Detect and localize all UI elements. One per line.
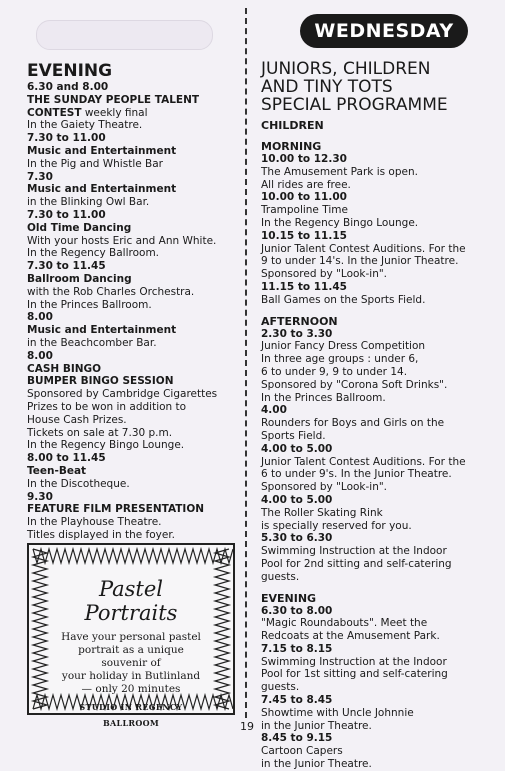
event-detail: In the Regency Ballroom. [27, 247, 160, 260]
event-entry [27, 260, 242, 311]
juniors-heading-2: AND TINY TOTS [261, 77, 393, 97]
activity-detail: Trampoline Time [261, 204, 348, 217]
activity-time: 10.00 to 11.00 [261, 191, 347, 204]
event-detail: In the Gaiety Theatre. [27, 119, 143, 132]
activity-detail: Swimming Instruction at the Indoor [261, 545, 447, 558]
activity-detail: Ball Games on the Sports Field. [261, 293, 426, 306]
event-title: Music and Entertainment [27, 324, 177, 337]
activity-detail: Rounders for Boys and Girls on the [261, 417, 445, 430]
event-title-2: BUMPER BINGO SESSION [27, 375, 174, 388]
activity-entry [261, 328, 476, 405]
activity-detail: 6 to under 9's. In the Junior Theatre. [261, 468, 452, 481]
event-title: THE SUNDAY PEOPLE TALENT [27, 93, 200, 106]
event-time: 6.30 and 8.00 [27, 81, 109, 93]
activity-time: 7.15 to 8.15 [261, 642, 333, 655]
event-detail: In the Discotheque. [27, 477, 130, 490]
activity-entry [261, 643, 476, 694]
event-detail: with the Rob Charles Orchestra. [27, 285, 195, 298]
activity-time: 11.15 to 11.45 [261, 280, 347, 293]
event-time: 8.00 [27, 311, 53, 324]
evening-list [27, 81, 242, 580]
event-time: 8.00 to 11.45 [27, 452, 106, 465]
event-entry [27, 350, 242, 452]
event-detail: In the Regency Bingo Lounge. [27, 439, 185, 452]
advert-studio-1: STUDIO IN REGENCY [79, 702, 183, 712]
column-divider [245, 8, 247, 718]
activity-entry [261, 694, 476, 732]
activity-entry [261, 153, 476, 191]
activity-detail: Sponsored by "Look-in". [261, 268, 388, 281]
evening-heading: EVENING [27, 61, 113, 81]
morning-heading: MORNING [261, 140, 322, 153]
activity-time: 10.00 to 12.30 [261, 153, 347, 165]
event-entry [27, 209, 242, 260]
activity-detail: Sponsored by "Look-in". [261, 481, 388, 494]
advert-text-2: portrait as a unique souvenir of [78, 644, 184, 669]
event-detail: Tickets on sale at 7.30 p.m. [27, 426, 173, 439]
activity-entry [261, 281, 476, 307]
pastel-portraits-advert [27, 543, 235, 728]
activity-time: 4.00 to 5.00 [261, 493, 333, 506]
activity-entry [261, 230, 476, 281]
activity-detail: 9 to under 14's. In the Junior Theatre. [261, 255, 459, 268]
event-entry [27, 452, 242, 490]
event-detail: In the Pig and Whistle Bar [27, 157, 163, 170]
activity-detail: Swimming Instruction at the Indoor [261, 655, 447, 668]
day-heading: WEDNESDAY [300, 14, 468, 48]
activity-detail: Sponsored by "Corona Soft Drinks". [261, 378, 448, 391]
afternoon-heading: AFTERNOON [261, 314, 338, 328]
event-time: 8.00 [27, 349, 53, 362]
event-title: FEATURE FILM PRESENTATION [27, 503, 205, 516]
activity-detail: in the Junior Theatre. [261, 719, 372, 732]
children-heading: CHILDREN [261, 119, 324, 132]
advert-studio-2: BALLROOM [102, 718, 160, 728]
event-detail: Sponsored by Cambridge Cigarettes [27, 388, 218, 401]
event-entry [27, 311, 242, 349]
activity-entry [261, 732, 476, 770]
event-title-row [27, 107, 242, 120]
activity-detail: In the Regency Bingo Lounge. [261, 216, 419, 229]
afternoon-list [261, 328, 476, 584]
activity-detail: The Roller Skating Rink [261, 506, 383, 519]
activity-detail: is specially reserved for you. [261, 519, 412, 532]
activity-detail: Sports Field. [261, 429, 326, 442]
event-title: Old Time Dancing [27, 221, 132, 234]
activity-detail: guests. [261, 681, 300, 694]
activity-entry [261, 191, 476, 229]
juniors-heading-3: SPECIAL PROGRAMME [261, 95, 448, 115]
activity-detail: All rides are free. [261, 178, 351, 191]
event-title-2: CONTEST [27, 106, 82, 119]
activity-entry [261, 532, 476, 583]
event-time: 7.30 to 11.00 [27, 132, 106, 145]
activity-detail: guests. [261, 570, 300, 583]
event-detail: in the Blinking Owl Bar. [27, 196, 150, 209]
morning-list [261, 153, 476, 307]
event-title: Ballroom Dancing [27, 272, 132, 285]
activity-time: 10.15 to 11.15 [261, 229, 347, 242]
event-detail: In the Playhouse Theatre. [27, 516, 162, 529]
event-entry [27, 132, 242, 170]
advert-text-3: your holiday in Butlinland [61, 670, 201, 682]
activity-detail: Junior Talent Contest Auditions. For the [261, 242, 466, 255]
activity-detail: Cartoon Capers [261, 745, 343, 758]
activity-detail: 6 to under 9, 9 to under 14. [261, 365, 408, 378]
activity-entry [261, 494, 476, 532]
event-entry [27, 491, 242, 542]
event-time: 9.30 [27, 490, 53, 503]
event-title: Music and Entertainment [27, 144, 177, 157]
activity-entry [261, 404, 476, 442]
advert-text-1: Have your personal pastel [61, 631, 201, 643]
activity-time: 8.45 to 9.15 [261, 732, 333, 745]
advert-content [55, 573, 207, 728]
event-title: CASH BINGO [27, 362, 102, 375]
activity-entry [261, 605, 476, 643]
activity-detail: Pool for 2nd sitting and self-catering [261, 557, 452, 570]
advert-text-4: — only 20 minutes [81, 683, 181, 695]
event-detail: House Cash Prizes. [27, 413, 127, 426]
event-entry [27, 81, 242, 132]
evening-column [27, 62, 242, 580]
activity-detail: Showtime with Uncle Johnnie [261, 706, 414, 719]
junior-evening-list [261, 605, 476, 771]
activity-detail: In three age groups : under 6, [261, 353, 419, 366]
activity-detail: "Magic Roundabouts". Meet the [261, 617, 428, 630]
faded-show-through-badge [36, 20, 213, 50]
event-detail: Prizes to be won in addition to [27, 400, 187, 413]
event-title: Music and Entertainment [27, 183, 177, 196]
activity-detail: Junior Fancy Dress Competition [261, 340, 426, 353]
event-detail: Titles displayed in the foyer. [27, 528, 176, 541]
activity-detail: in the Junior Theatre. [261, 758, 372, 771]
activity-time: 2.30 to 3.30 [261, 327, 333, 340]
event-time: 7.30 to 11.45 [27, 260, 106, 273]
event-time: 7.30 to 11.00 [27, 208, 106, 221]
event-detail: With your hosts Eric and Ann White. [27, 234, 217, 247]
event-detail: in the Beachcomber Bar. [27, 336, 157, 349]
activity-detail: The Amusement Park is open. [261, 165, 418, 178]
activity-detail: In the Princes Ballroom. [261, 391, 386, 404]
activity-time: 4.00 to 5.00 [261, 442, 333, 455]
juniors-column [261, 60, 476, 771]
junior-evening-heading: EVENING [261, 591, 317, 605]
page-number: 19 [240, 720, 254, 733]
activity-time: 7.45 to 8.45 [261, 694, 333, 707]
event-time: 7.30 [27, 170, 53, 183]
event-detail: In the Princes Ballroom. [27, 298, 152, 311]
activity-detail: Redcoats at the Amusement Park. [261, 630, 440, 643]
event-title-suffix: weekly final [81, 106, 148, 119]
activity-detail: Pool for 1st sitting and self-catering [261, 668, 448, 681]
activity-time: 5.30 to 6.30 [261, 532, 333, 545]
activity-time: 6.30 to 8.00 [261, 604, 333, 617]
activity-detail: Junior Talent Contest Auditions. For the [261, 455, 466, 468]
juniors-heading-1: JUNIORS, CHILDREN [261, 59, 431, 79]
event-entry [27, 171, 242, 209]
activity-time: 4.00 [261, 404, 287, 417]
advert-title: Pastel Portraits [84, 577, 178, 625]
activity-entry [261, 443, 476, 494]
event-title: Teen-Beat [27, 464, 87, 477]
